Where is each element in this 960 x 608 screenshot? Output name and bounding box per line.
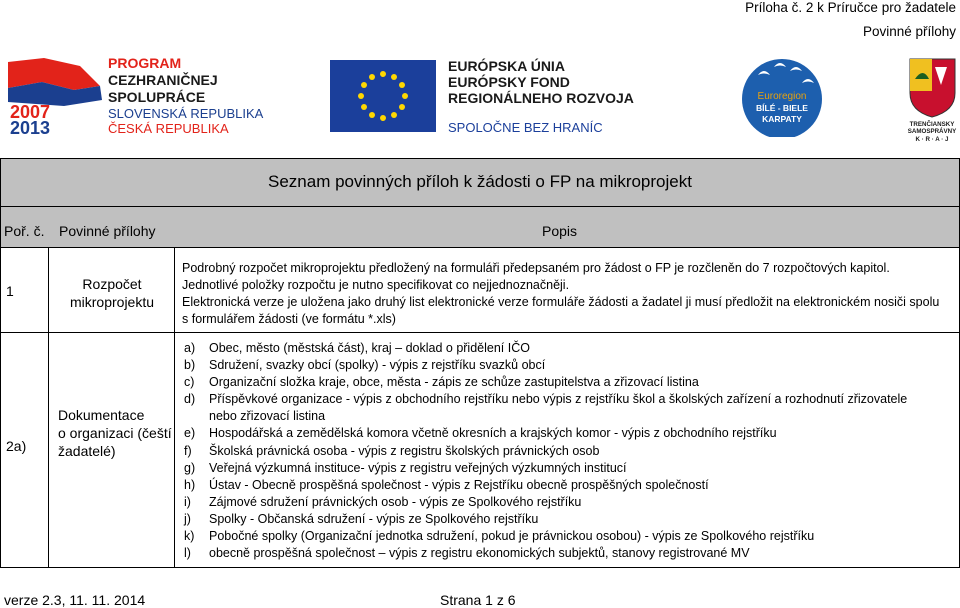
row-attachment-name-line: mikroprojektu [69,294,155,310]
description-line: Jednotlivé položky rozpočtu je nutno specifikovat co nejjednoznačněji. [182,278,570,292]
eu-line3: REGIONÁLNEHO ROZVOJA [448,90,634,106]
list-item [184,494,954,511]
description-line: Elektronická verze je uložena jako druhý list elektronické verze formuláře žádosti a žadatel ji musí předložit na elektronickém nosiči spolu [182,295,940,309]
list-item [184,528,954,545]
list-item-letter: k) [184,529,195,544]
list-item-text: Organizační složka kraje, obce, města - zápis ze schůze zastupitelstva a zřizovací listina [209,375,699,390]
row-number: 1 [6,283,14,299]
list-item [184,511,954,528]
description-line: Podrobný rozpočet mikroprojektu předložený na formuláři předepsaném pro žádost o FP je rozčleněn do 7 rozpočtových kapitol. [182,261,890,275]
header-annex-label: Príloha č. 2 k Príručce pro žadatele [745,0,956,15]
list-item-letter: e) [184,426,196,441]
list-item-text: Zájmové sdružení právnických osob - výpis ze Spolkového rejstříku [209,494,582,509]
list-item-letter: a) [184,341,196,355]
euroregion-graphic [738,55,868,137]
column-header-description: Popis [542,223,578,239]
list-item-text: obecně prospěšná společnost – výpis z registru ekonomických subjektů, stanovy registrované MV [209,546,750,561]
list-item-text: Sdružení, svazky obcí (spolky) - výpis z rejstříku svazků obcí [209,358,546,373]
list-item-text: Ústav - Obecně prospěšná společnost - výpis z Rejstříku obecně prospěšných společností [209,477,709,492]
program-line5: ČESKÁ REPUBLIKA [108,121,229,136]
table-row-divider [0,332,960,333]
column-header-attachments: Povinné přílohy [59,223,156,239]
list-item [184,477,954,494]
row-attachment-name [58,406,174,460]
list-item-text: Příspěvkové organizace - výpis z obchodního rejstříku nebo výpis z rejstříku škol a školských zařízení a rozhodnutí zřizovatele [209,392,908,407]
list-item-text: Hospodářská a zemědělská komora včetně okresních a krajských komor - výpis z obchodního rejstříku [209,426,777,441]
row-description [182,260,958,328]
list-item [184,425,954,442]
program-year-start: 2007 [10,102,51,122]
row-number: 2a) [6,438,27,454]
row-attachment-name-line: Dokumentace [58,407,145,423]
euroregion-line1: Euroregion [757,91,807,102]
list-item-text: Pobočné spolky (Organizační jednotka sdružení, pokud je právnickou osobou) - výpis ze Spolkového rejstříku [209,529,815,544]
list-item-letter: f) [184,443,192,458]
list-item-letter: l) [184,546,191,561]
list-item-text: Školská právnická osoba - výpis z registru školských právnických osob [209,443,600,458]
footer-version: verze 2.3, 11. 11. 2014 [4,592,146,608]
tsk-line1: TRENČIANSKY [909,121,955,128]
list-item-letter: j) [184,511,191,526]
list-item [184,374,954,391]
footer-page-number: Strana 1 z 6 [440,592,516,608]
list-item-letter: b) [184,358,196,373]
list-item-text: Veřejná výzkumná instituce- výpis z registru veřejných výzkumných institucí [209,460,627,475]
eu-line2: EURÓPSKY FOND [448,74,570,90]
table-border-bottom [0,567,960,568]
table-border-top [0,158,960,159]
description-line: s formulářem žádosti (ve formátu *.xls) [182,312,396,326]
table-col-divider-1 [48,248,49,568]
euroregion-logo [738,55,868,137]
tsk-crest-graphic [905,55,960,143]
list-item-letter [184,408,209,425]
program-line3: SPOLUPRÁCE [108,89,206,105]
column-header-number: Poř. č. [4,223,45,239]
tsk-line3: K · R · A · J [915,136,949,143]
list-item [184,357,954,374]
euroregion-line2: BÍLÉ - BIELE [756,103,808,113]
list-item-text: Spolky - Občanská sdružení - výpis ze Spolkového rejstříku [209,511,539,526]
program-logo-graphic [4,56,304,138]
list-item-text: Obec, město (městská část), kraj – doklad o přidělení IČO [209,341,530,355]
list-item [184,391,954,408]
euroregion-line3: KARPATY [762,114,802,124]
program-line4: SLOVENSKÁ REPUBLIKA [108,106,264,121]
table-col-divider-2 [174,248,175,568]
row-attachment-name-line: žadatelé) [58,443,116,459]
table-title: Seznam povinných příloh k žádosti o FP na mikroprojekt [268,172,692,191]
row-attachment-name [50,275,174,311]
required-documents-list [184,340,954,562]
program-line2: CEZHRANIČNEJ [108,72,218,88]
list-item [184,460,954,477]
table-title-divider [0,206,960,207]
program-line1: PROGRAM [108,56,182,71]
tsk-line2: SAMOSPRÁVNY [907,128,957,135]
list-item [184,340,954,357]
list-item-text: nebo zřizovací listina [209,409,326,424]
table-header-divider [0,247,960,248]
row-attachment-name-line: Rozpočet [82,276,142,292]
list-item-continuation [184,408,954,425]
table-border-left [0,158,1,568]
program-year-end: 2013 [10,118,51,138]
eu-line1: EURÓPSKA ÚNIA [448,58,565,74]
list-item-letter: g) [184,460,196,475]
eu-motto: SPOLOČNE BEZ HRANÍC [448,120,603,135]
row-attachment-name-line: o organizaci (čeští [58,425,172,441]
list-item-letter: i) [184,494,191,509]
program-logo [4,56,304,138]
list-item [184,545,954,562]
list-item-letter: d) [184,392,196,407]
eu-logo [330,56,650,138]
eu-flag-graphic [330,56,650,138]
tsk-crest-logo [905,55,960,143]
list-item-letter: h) [184,477,196,492]
header-section-label: Povinné přílohy [862,24,956,39]
list-item [184,443,954,460]
list-item-letter: c) [184,375,195,390]
